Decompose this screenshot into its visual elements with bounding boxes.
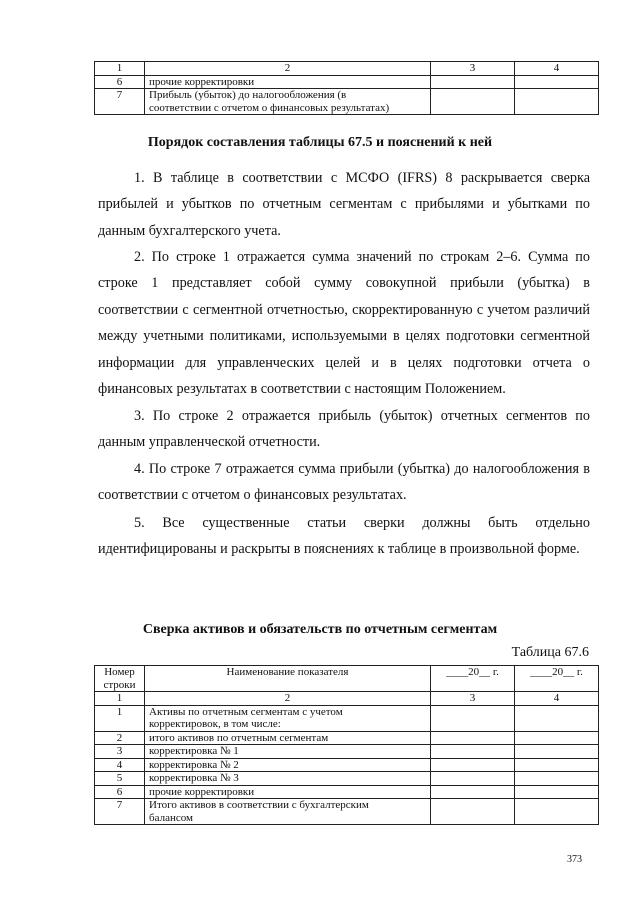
row-number: 6 <box>95 75 145 89</box>
value-cell <box>431 758 515 772</box>
table-row <box>95 89 599 115</box>
assets-reconciliation-table <box>94 665 599 825</box>
value-cell <box>515 799 599 825</box>
index-cell: 2 <box>145 692 431 706</box>
header-indicator-name: Наименование показателя <box>145 666 431 692</box>
row-number: 5 <box>95 772 145 786</box>
row-label-line: Активы по отчетным сегментам с учетом <box>149 705 343 718</box>
header-cell: 4 <box>515 62 599 76</box>
row-number: 6 <box>95 785 145 799</box>
row-label-line: корректировка № 3 <box>149 772 239 784</box>
header-cell: 3 <box>431 62 515 76</box>
row-label <box>145 772 431 786</box>
page-number: 373 <box>567 854 582 865</box>
header-line: Номер <box>104 666 135 678</box>
header-period-1: ____20__ г. <box>431 666 515 692</box>
row-label-line: соответствии с отчетом о финансовых результатах) <box>149 101 390 114</box>
row-label <box>145 89 431 115</box>
value-cell <box>515 758 599 772</box>
header-row-number <box>95 666 145 692</box>
value-cell <box>431 75 515 89</box>
row-label-line: корректировка № 1 <box>149 745 239 757</box>
table-title: Сверка активов и обязательств по отчетным сегментам <box>142 622 498 637</box>
value-cell <box>431 745 515 759</box>
value-cell <box>515 89 599 115</box>
row-label-line: прочие корректировки <box>149 785 255 798</box>
index-cell: 3 <box>431 692 515 706</box>
row-number: 3 <box>95 745 145 759</box>
row-label <box>145 799 431 825</box>
index-cell: 1 <box>95 692 145 706</box>
table-row <box>95 758 599 772</box>
row-label <box>145 75 431 89</box>
table-row <box>95 75 599 89</box>
value-cell <box>431 89 515 115</box>
table-number: Таблица 67.6 <box>511 645 589 660</box>
row-label <box>145 758 431 772</box>
table-header-row <box>95 62 599 76</box>
value-cell <box>515 731 599 745</box>
table-row <box>95 785 599 799</box>
paragraph-3: 3. По строке 2 отражается прибыль (убыток) отчетных сегментов по данным управленческой отчетности. <box>98 408 590 451</box>
row-number: 2 <box>95 731 145 745</box>
value-cell <box>431 799 515 825</box>
top-table <box>94 61 599 115</box>
row-label <box>145 745 431 759</box>
row-label-line: прочие корректировки <box>149 75 255 88</box>
table-row <box>95 772 599 786</box>
index-cell: 4 <box>515 692 599 706</box>
header-cell: 1 <box>95 62 145 76</box>
table-header-row <box>95 666 599 692</box>
paragraph-2: 2. По строке 1 отражается сумма значений по строкам 2–6. Сумма по строке 1 представляет собой сумму совокупной прибыли (убытка) в соответствии с сегментной отчетностью, скорректированную с учетом различий между учетными политиками, используемыми в целях подготовки сегментной информации для управленческих целей и в целях подготовки отчета о финансовых результатах в соответствии с настоящим Положением. <box>98 249 590 398</box>
row-label-line: итого активов по отчетным сегментам <box>149 731 329 744</box>
row-number: 4 <box>95 758 145 772</box>
row-label-line: балансом <box>149 811 193 824</box>
value-cell <box>515 745 599 759</box>
table-row <box>95 705 599 731</box>
value-cell <box>515 75 599 89</box>
row-number: 1 <box>95 705 145 731</box>
value-cell <box>515 785 599 799</box>
row-label-line: корректировок, в том числе: <box>149 718 281 730</box>
value-cell <box>431 785 515 799</box>
paragraph-4: 4. По строке 7 отражается сумма прибыли (убытка) до налогообложения в соответствии с отчетом о финансовых результатах. <box>98 461 590 504</box>
row-label-line: Прибыль (убыток) до налогообложения (в <box>149 89 347 101</box>
table-row <box>95 745 599 759</box>
row-label <box>145 785 431 799</box>
value-cell <box>515 772 599 786</box>
row-label <box>145 705 431 731</box>
row-number: 7 <box>95 89 145 115</box>
row-label <box>145 731 431 745</box>
value-cell <box>431 705 515 731</box>
header-line: строки <box>103 678 136 691</box>
value-cell <box>431 772 515 786</box>
paragraph-5: 5. Все существенные статьи сверки должны быть отдельно идентифицированы и раскрыты в пояснениях к таблице в произвольной форме. <box>98 515 590 558</box>
row-label-line: корректировка № 2 <box>149 758 239 771</box>
value-cell <box>431 731 515 745</box>
table-index-row <box>95 692 599 706</box>
table-row <box>95 731 599 745</box>
row-label-line: Итого активов в соответствии с бухгалтерским <box>149 799 369 811</box>
paragraph-1: 1. В таблице в соответствии с МСФО (IFRS) 8 раскрывается сверка прибылей и убытков по отчетным сегментам с прибылями и убытками по данным бухгалтерского учета. <box>98 170 590 239</box>
header-cell: 2 <box>145 62 431 76</box>
header-period-2: ____20__ г. <box>515 666 599 692</box>
value-cell <box>515 705 599 731</box>
section-title: Порядок составления таблицы 67.5 и пояснений к ней <box>147 135 493 150</box>
row-number: 7 <box>95 799 145 825</box>
table-row <box>95 799 599 825</box>
